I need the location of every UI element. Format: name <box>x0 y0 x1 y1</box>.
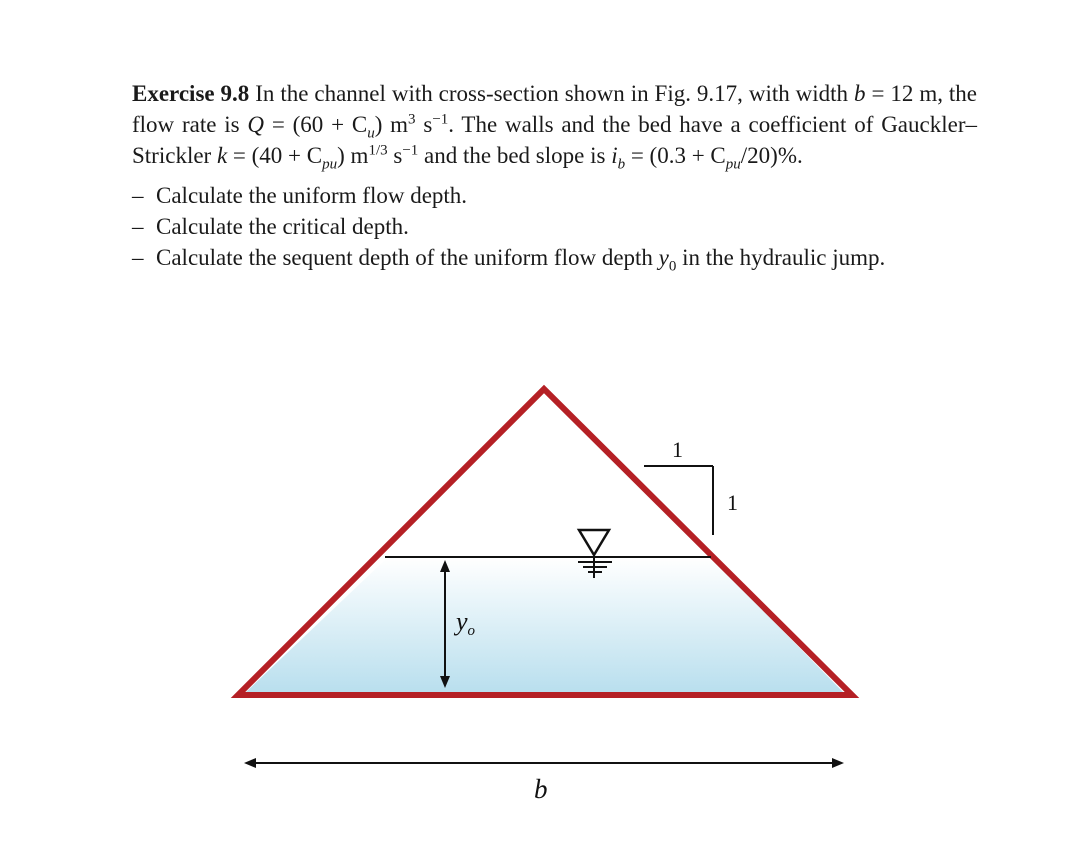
symbol-y: y <box>658 245 669 270</box>
subscript-pu: pu <box>725 156 741 173</box>
task-text: Calculate the uniform flow depth. <box>156 183 468 208</box>
task-text: in the hydraulic jump. <box>676 245 886 270</box>
text-run: = (60 + C <box>264 112 368 137</box>
subscript-pu: pu <box>322 156 338 173</box>
slope-vertical-label: 1 <box>727 490 738 515</box>
slope-horizontal-label: 1 <box>672 437 683 462</box>
task-text: Calculate the sequent depth of the uniform flow depth <box>156 245 659 270</box>
superscript-one-third: 1/3 <box>368 142 388 159</box>
text-run: In the channel with cross-section shown in Fig. 9.17, with width <box>249 81 855 106</box>
depth-label: yo <box>456 607 476 639</box>
superscript-minus-one: −1 <box>402 142 419 159</box>
subscript-u: u <box>367 125 375 142</box>
text-run: = (40 + C <box>227 143 323 168</box>
symbol-k: k <box>216 143 228 168</box>
superscript-minus-one: −1 <box>432 111 449 128</box>
water-region <box>246 558 843 692</box>
width-label: b <box>534 774 548 804</box>
text-run: = (0.3 + C <box>625 143 726 168</box>
text-run: ) m <box>337 143 369 168</box>
subscript-0: 0 <box>668 258 677 275</box>
subscript-b: b <box>617 156 626 173</box>
superscript-3: 3 <box>408 111 416 128</box>
text-run: and the bed slope is <box>418 143 612 168</box>
text-run: = 12 m, the flow rate is <box>132 81 977 137</box>
text-run: ) m <box>374 112 409 137</box>
symbol-b: b <box>854 81 866 106</box>
text-run: . The walls and the bed have a coefficient of Gauckler–Strickler <box>132 112 977 168</box>
text-run: s <box>415 112 433 137</box>
exercise-heading: Exercise 9.8 <box>132 81 250 106</box>
width-dimension-arrow <box>244 758 844 768</box>
symbol-Q: Q <box>247 112 265 137</box>
text-run: s <box>387 143 403 168</box>
symbol-i: i <box>611 143 618 168</box>
text-run: /20)%. <box>740 143 803 168</box>
task-text: Calculate the critical depth. <box>156 214 409 239</box>
